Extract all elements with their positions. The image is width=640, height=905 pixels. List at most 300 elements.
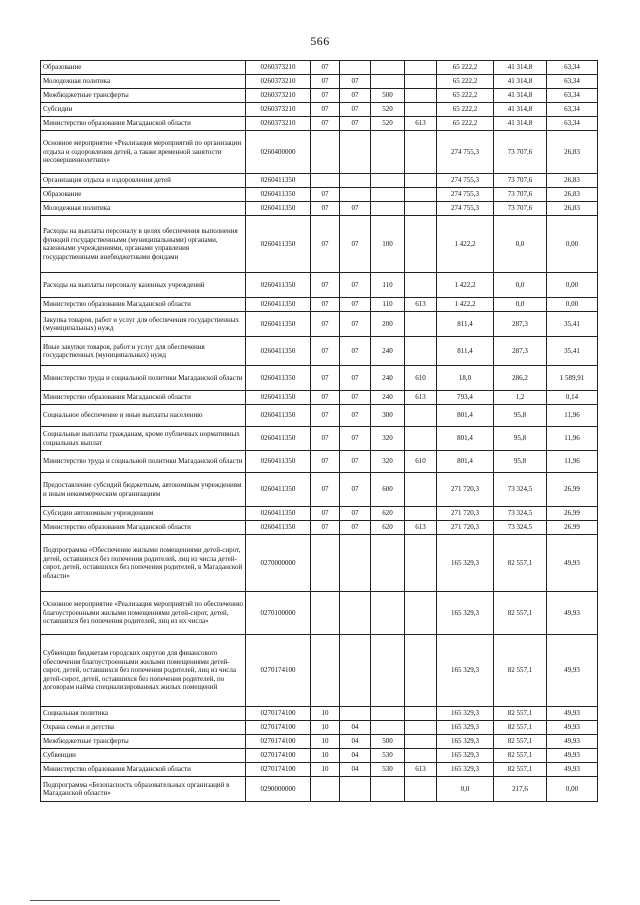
cell-gr: [405, 735, 437, 749]
table-row: [41, 117, 598, 131]
cell-code: 0260373210: [246, 89, 311, 103]
cell-code: 0260411350: [246, 473, 311, 507]
cell-ss: [340, 131, 371, 174]
cell-s: 07: [311, 75, 340, 89]
cell-gr: [405, 103, 437, 117]
cell-p: 274 755,3: [437, 188, 494, 202]
cell-f: 41 314,8: [494, 117, 547, 131]
cell-vr: 520: [371, 117, 405, 131]
cell-gr: [405, 202, 437, 216]
cell-p: 165 329,3: [437, 749, 494, 763]
cell-s: [311, 131, 340, 174]
cell-s: 10: [311, 707, 340, 721]
cell-name: Основное мероприятие «Реализация мероприятий по организации отдыха и оздоровления детей, а также временной занятости несовершеннолетних»: [41, 131, 246, 174]
cell-gr: [405, 427, 437, 451]
cell-pct: 49,93: [547, 592, 598, 635]
cell-vr: [371, 61, 405, 75]
cell-ss: 07: [340, 312, 371, 337]
cell-code: 0260411350: [246, 337, 311, 366]
cell-name: Социальная политика: [41, 707, 246, 721]
cell-gr: [405, 721, 437, 735]
cell-gr: [405, 749, 437, 763]
cell-gr: 610: [405, 451, 437, 473]
cell-code: 0260411350: [246, 312, 311, 337]
page-number: 566: [310, 34, 330, 48]
cell-code: 0260411350: [246, 427, 311, 451]
cell-code: 0270174100: [246, 635, 311, 707]
cell-f: 217,6: [494, 777, 547, 802]
cell-ss: 07: [340, 366, 371, 391]
cell-vr: 240: [371, 391, 405, 405]
cell-pct: 0,00: [547, 216, 598, 273]
cell-ss: 07: [340, 337, 371, 366]
cell-s: 07: [311, 451, 340, 473]
cell-f: 73 324,5: [494, 521, 547, 535]
cell-vr: [371, 721, 405, 735]
cell-name: Образование: [41, 61, 246, 75]
cell-code: 0270174100: [246, 763, 311, 777]
cell-vr: [371, 131, 405, 174]
cell-s: 07: [311, 216, 340, 273]
cell-name: Образование: [41, 188, 246, 202]
cell-name: Расходы на выплаты персоналу в целях обеспечения выполнения функций государственными (муниципальными) органами, казенными учреждениями, органами управления государственными внебюджетными фондами: [41, 216, 246, 273]
cell-ss: 07: [340, 427, 371, 451]
cell-vr: [371, 75, 405, 89]
cell-s: [311, 635, 340, 707]
cell-s: 10: [311, 721, 340, 735]
cell-gr: 610: [405, 366, 437, 391]
cell-s: 07: [311, 337, 340, 366]
cell-pct: 49,93: [547, 707, 598, 721]
table-row: [41, 473, 598, 507]
cell-pct: 49,93: [547, 735, 598, 749]
cell-gr: [405, 592, 437, 635]
cell-vr: 530: [371, 749, 405, 763]
cell-pct: 49,93: [547, 763, 598, 777]
cell-f: 82 557,1: [494, 707, 547, 721]
cell-name: Организация отдыха и оздоровления детей: [41, 174, 246, 188]
cell-code: 0270174100: [246, 707, 311, 721]
cell-f: 73 324,5: [494, 507, 547, 521]
cell-f: 82 557,1: [494, 749, 547, 763]
cell-pct: 11,96: [547, 427, 598, 451]
cell-vr: [371, 635, 405, 707]
cell-s: 07: [311, 312, 340, 337]
cell-f: 41 314,8: [494, 89, 547, 103]
cell-p: 811,4: [437, 312, 494, 337]
cell-pct: 63,34: [547, 89, 598, 103]
cell-p: 65 222,2: [437, 61, 494, 75]
cell-s: [311, 592, 340, 635]
cell-ss: 04: [340, 763, 371, 777]
table-row: [41, 427, 598, 451]
cell-ss: [340, 535, 371, 592]
cell-pct: 35,41: [547, 312, 598, 337]
cell-name: Социальное обеспечение и иные выплаты населению: [41, 405, 246, 427]
cell-vr: 240: [371, 366, 405, 391]
cell-gr: 613: [405, 521, 437, 535]
cell-s: [311, 777, 340, 802]
cell-p: 274 755,3: [437, 131, 494, 174]
cell-s: 07: [311, 366, 340, 391]
cell-code: 0260411350: [246, 188, 311, 202]
cell-name: Субвенции: [41, 749, 246, 763]
cell-pct: 26,83: [547, 174, 598, 188]
cell-gr: [405, 89, 437, 103]
cell-pct: 63,34: [547, 75, 598, 89]
cell-f: 73 707,6: [494, 174, 547, 188]
cell-name: Молодежная политика: [41, 202, 246, 216]
table-row: [41, 174, 598, 188]
table-row: [41, 366, 598, 391]
cell-name: Предоставление субсидий бюджетным, автономным учреждениям и иным некоммерческим организациям: [41, 473, 246, 507]
cell-f: 82 557,1: [494, 535, 547, 592]
cell-gr: 613: [405, 298, 437, 312]
cell-ss: 07: [340, 451, 371, 473]
cell-f: 41 314,8: [494, 103, 547, 117]
table-row: [41, 75, 598, 89]
cell-gr: [405, 507, 437, 521]
cell-f: 287,3: [494, 312, 547, 337]
cell-pct: 0,00: [547, 298, 598, 312]
cell-vr: 620: [371, 507, 405, 521]
table-row: [41, 507, 598, 521]
cell-ss: 04: [340, 749, 371, 763]
cell-p: 274 755,3: [437, 174, 494, 188]
cell-s: 07: [311, 298, 340, 312]
cell-pct: 49,93: [547, 749, 598, 763]
table-row: [41, 777, 598, 802]
cell-p: 271 720,3: [437, 507, 494, 521]
table-row: [41, 535, 598, 592]
cell-p: 165 329,3: [437, 735, 494, 749]
budget-table: [40, 60, 598, 802]
cell-s: 07: [311, 391, 340, 405]
cell-p: 165 329,3: [437, 763, 494, 777]
cell-s: [311, 174, 340, 188]
cell-name: Министерство труда и социальной политики Магаданской области: [41, 451, 246, 473]
cell-vr: [371, 592, 405, 635]
cell-p: 801,4: [437, 405, 494, 427]
cell-s: 07: [311, 89, 340, 103]
cell-gr: [405, 75, 437, 89]
cell-vr: 600: [371, 473, 405, 507]
cell-gr: 613: [405, 763, 437, 777]
cell-p: 811,4: [437, 337, 494, 366]
cell-vr: 300: [371, 405, 405, 427]
cell-ss: 07: [340, 75, 371, 89]
cell-s: 10: [311, 735, 340, 749]
cell-name: Министерство образования Магаданской области: [41, 521, 246, 535]
cell-s: 10: [311, 749, 340, 763]
cell-pct: 26,99: [547, 521, 598, 535]
table-row: [41, 298, 598, 312]
table-row: [41, 451, 598, 473]
cell-s: 07: [311, 473, 340, 507]
table-row: [41, 635, 598, 707]
cell-pct: 26,83: [547, 131, 598, 174]
cell-pct: 0,00: [547, 273, 598, 298]
table-row: [41, 721, 598, 735]
cell-pct: 11,96: [547, 405, 598, 427]
cell-p: 1 422,2: [437, 216, 494, 273]
cell-code: 0270174100: [246, 721, 311, 735]
cell-gr: [405, 635, 437, 707]
cell-pct: 26,99: [547, 507, 598, 521]
cell-ss: [340, 707, 371, 721]
cell-name: Подпрограмма «Безопасность образовательных организаций в Магаданской области»: [41, 777, 246, 802]
table-row: [41, 735, 598, 749]
table-row: [41, 592, 598, 635]
cell-ss: [340, 61, 371, 75]
cell-ss: 07: [340, 298, 371, 312]
cell-f: 82 557,1: [494, 635, 547, 707]
cell-f: 82 557,1: [494, 721, 547, 735]
cell-f: 82 557,1: [494, 592, 547, 635]
table-row: [41, 61, 598, 75]
cell-gr: [405, 273, 437, 298]
cell-p: 18,0: [437, 366, 494, 391]
cell-pct: 63,34: [547, 117, 598, 131]
cell-name: Субсидии: [41, 103, 246, 117]
cell-name: Подпрограмма «Обеспечение жилыми помещениями детей-сирот, детей, оставшихся без попечения родителей, лиц из числа детей-сирот, детей, оставшихся без попечения родителей, в Магаданской области»: [41, 535, 246, 592]
cell-vr: [371, 202, 405, 216]
cell-p: 165 329,3: [437, 535, 494, 592]
cell-name: Основное мероприятие «Реализация мероприятий по обеспечению благоустроенными жилыми помещениями детей-сирот, детей, оставшихся без попечения родителей, лиц из их числа»: [41, 592, 246, 635]
cell-vr: [371, 707, 405, 721]
cell-p: 65 222,2: [437, 75, 494, 89]
cell-vr: 110: [371, 298, 405, 312]
table-body: [41, 61, 598, 802]
cell-code: 0260411350: [246, 216, 311, 273]
cell-f: 73 324,5: [494, 473, 547, 507]
cell-vr: 110: [371, 273, 405, 298]
cell-gr: 613: [405, 117, 437, 131]
table-row: [41, 763, 598, 777]
cell-ss: 07: [340, 103, 371, 117]
cell-name: Охрана семьи и детства: [41, 721, 246, 735]
cell-ss: 07: [340, 202, 371, 216]
cell-code: 0260411350: [246, 391, 311, 405]
cell-ss: 07: [340, 216, 371, 273]
cell-s: 07: [311, 202, 340, 216]
cell-ss: 07: [340, 405, 371, 427]
cell-p: 65 222,2: [437, 103, 494, 117]
cell-code: 0260373210: [246, 75, 311, 89]
cell-f: 73 707,6: [494, 202, 547, 216]
cell-code: 0260400000: [246, 131, 311, 174]
cell-ss: [340, 592, 371, 635]
cell-name: Субвенции бюджетам городских округов для финансового обеспечения благоустроенными жилыми помещениями детей-сирот, детей, оставшихся без попечения родителей, лиц из числа детей-сирот, детей, оставшихся без попечения родителей, по договорам найма специализированных жилых помещений: [41, 635, 246, 707]
cell-pct: 63,34: [547, 61, 598, 75]
cell-vr: 320: [371, 427, 405, 451]
bottom-rule: [30, 900, 280, 901]
cell-p: 165 329,3: [437, 721, 494, 735]
cell-p: 165 329,3: [437, 592, 494, 635]
cell-code: 0260373210: [246, 61, 311, 75]
table-row: [41, 202, 598, 216]
cell-s: 07: [311, 427, 340, 451]
cell-f: 286,2: [494, 366, 547, 391]
cell-gr: [405, 707, 437, 721]
cell-code: 0270100000: [246, 592, 311, 635]
cell-code: 0260411350: [246, 298, 311, 312]
cell-f: 73 707,6: [494, 131, 547, 174]
cell-pct: 26,83: [547, 188, 598, 202]
cell-pct: 11,96: [547, 451, 598, 473]
cell-ss: 07: [340, 391, 371, 405]
cell-s: 07: [311, 405, 340, 427]
table-row: [41, 273, 598, 298]
cell-name: Иные закупки товаров, работ и услуг для обеспечения государственных (муниципальных) нужд: [41, 337, 246, 366]
table-row: [41, 216, 598, 273]
cell-f: 41 314,8: [494, 75, 547, 89]
cell-code: 0260411350: [246, 507, 311, 521]
cell-p: 0,0: [437, 777, 494, 802]
cell-pct: 49,93: [547, 635, 598, 707]
table-row: [41, 337, 598, 366]
cell-ss: 07: [340, 89, 371, 103]
cell-pct: 0,00: [547, 777, 598, 802]
cell-f: 0,0: [494, 273, 547, 298]
cell-ss: 07: [340, 117, 371, 131]
cell-ss: [340, 777, 371, 802]
cell-s: 07: [311, 273, 340, 298]
cell-name: Министерство образования Магаданской области: [41, 298, 246, 312]
cell-pct: 26,83: [547, 202, 598, 216]
cell-vr: 530: [371, 763, 405, 777]
cell-code: 0260411350: [246, 273, 311, 298]
cell-ss: 04: [340, 721, 371, 735]
cell-gr: 613: [405, 391, 437, 405]
cell-vr: 500: [371, 89, 405, 103]
cell-name: Субсидии автономным учреждениям: [41, 507, 246, 521]
cell-code: 0260373210: [246, 103, 311, 117]
cell-pct: 35,41: [547, 337, 598, 366]
table-row: [41, 405, 598, 427]
cell-name: Министерство образования Магаданской области: [41, 117, 246, 131]
cell-vr: 240: [371, 337, 405, 366]
cell-code: 0260411350: [246, 174, 311, 188]
table-row: [41, 312, 598, 337]
cell-gr: [405, 535, 437, 592]
cell-vr: 520: [371, 103, 405, 117]
cell-gr: [405, 188, 437, 202]
cell-code: 0270000000: [246, 535, 311, 592]
cell-gr: [405, 131, 437, 174]
cell-name: Расходы на выплаты персоналу казенных учреждений: [41, 273, 246, 298]
cell-gr: [405, 337, 437, 366]
cell-vr: 500: [371, 735, 405, 749]
cell-p: 274 755,3: [437, 202, 494, 216]
cell-f: 0,0: [494, 298, 547, 312]
table-row: [41, 391, 598, 405]
cell-p: 1 422,2: [437, 273, 494, 298]
cell-f: 0,0: [494, 216, 547, 273]
cell-pct: 49,93: [547, 721, 598, 735]
cell-p: 271 720,3: [437, 473, 494, 507]
cell-code: 0260411350: [246, 366, 311, 391]
cell-p: 65 222,2: [437, 117, 494, 131]
cell-f: 95,8: [494, 451, 547, 473]
cell-code: 0290000000: [246, 777, 311, 802]
cell-p: 165 329,3: [437, 635, 494, 707]
cell-f: 82 557,1: [494, 735, 547, 749]
cell-ss: [340, 635, 371, 707]
table-row: [41, 89, 598, 103]
cell-code: 0270174100: [246, 735, 311, 749]
cell-code: 0260411350: [246, 202, 311, 216]
cell-pct: 49,93: [547, 535, 598, 592]
cell-p: 271 720,3: [437, 521, 494, 535]
cell-ss: 04: [340, 735, 371, 749]
cell-code: 0260411350: [246, 405, 311, 427]
cell-pct: 1 589,91: [547, 366, 598, 391]
cell-vr: 320: [371, 451, 405, 473]
table-row: [41, 707, 598, 721]
cell-ss: [340, 188, 371, 202]
cell-f: 95,8: [494, 405, 547, 427]
table-row: [41, 521, 598, 535]
cell-f: 1,2: [494, 391, 547, 405]
cell-pct: 63,34: [547, 103, 598, 117]
cell-name: Министерство труда и социальной политики Магаданской области: [41, 366, 246, 391]
cell-ss: 07: [340, 521, 371, 535]
cell-name: Министерство образования Магаданской области: [41, 391, 246, 405]
cell-gr: [405, 61, 437, 75]
cell-name: Межбюджетные трансферты: [41, 89, 246, 103]
cell-s: [311, 535, 340, 592]
cell-code: 0260411350: [246, 521, 311, 535]
cell-p: 165 329,3: [437, 707, 494, 721]
table-row: [41, 131, 598, 174]
table-row: [41, 188, 598, 202]
cell-s: 07: [311, 507, 340, 521]
cell-vr: [371, 535, 405, 592]
table-row: [41, 749, 598, 763]
cell-p: 801,4: [437, 427, 494, 451]
cell-pct: 0,14: [547, 391, 598, 405]
cell-p: 793,4: [437, 391, 494, 405]
cell-s: 07: [311, 61, 340, 75]
cell-s: 07: [311, 103, 340, 117]
cell-s: 07: [311, 188, 340, 202]
cell-vr: 200: [371, 312, 405, 337]
cell-f: 41 314,8: [494, 61, 547, 75]
cell-gr: [405, 312, 437, 337]
cell-code: 0260373210: [246, 117, 311, 131]
cell-code: 0270174100: [246, 749, 311, 763]
cell-vr: [371, 777, 405, 802]
cell-f: 287,3: [494, 337, 547, 366]
cell-ss: 07: [340, 273, 371, 298]
cell-gr: [405, 216, 437, 273]
cell-vr: 100: [371, 216, 405, 273]
cell-vr: [371, 174, 405, 188]
cell-name: Министерство образования Магаданской области: [41, 763, 246, 777]
cell-name: Закупка товаров, работ и услуг для обеспечения государственных (муниципальных) нужд: [41, 312, 246, 337]
cell-s: 07: [311, 521, 340, 535]
cell-f: 73 707,6: [494, 188, 547, 202]
cell-pct: 26,99: [547, 473, 598, 507]
cell-p: 1 422,2: [437, 298, 494, 312]
cell-name: Межбюджетные трансферты: [41, 735, 246, 749]
cell-s: 07: [311, 117, 340, 131]
cell-f: 95,8: [494, 427, 547, 451]
cell-gr: [405, 174, 437, 188]
cell-ss: [340, 174, 371, 188]
cell-p: 801,4: [437, 451, 494, 473]
